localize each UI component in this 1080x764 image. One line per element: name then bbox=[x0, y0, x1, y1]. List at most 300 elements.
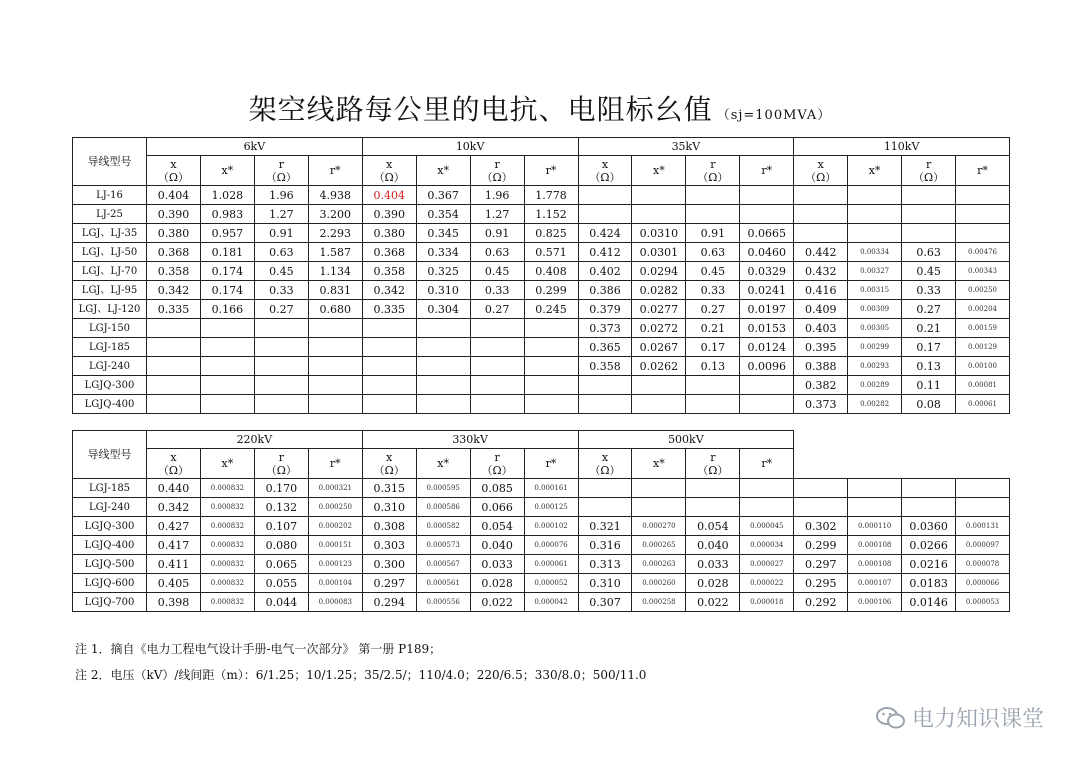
column-header bbox=[362, 449, 416, 479]
table-cell: 0.292 bbox=[794, 593, 848, 612]
table-cell: 0.27 bbox=[254, 300, 308, 319]
table-cell bbox=[686, 498, 740, 517]
column-symbol: x* bbox=[868, 164, 881, 177]
note-2: 注 2．电压（kV）/线间距（m）：6/1.25；10/1.25；35/2.5/；110/4.0；220/6.5；330/8.0；500/11.0 bbox=[75, 668, 647, 682]
table-cell: 0.080 bbox=[254, 536, 308, 555]
table-cell: 0.174 bbox=[200, 262, 254, 281]
column-unit: （Ω） bbox=[157, 170, 190, 184]
table-cell: 1.028 bbox=[200, 186, 254, 205]
table-cell: 0.310 bbox=[416, 281, 470, 300]
table-cell: 0.00476 bbox=[956, 243, 1010, 262]
table-cell: 0.342 bbox=[147, 498, 201, 517]
table-cell: 0.00289 bbox=[848, 376, 902, 395]
table-row bbox=[73, 574, 1010, 593]
column-symbol: r* bbox=[761, 457, 773, 470]
table-cell: 0.000161 bbox=[524, 479, 578, 498]
column-header bbox=[632, 449, 686, 479]
title-text: 架空线路每公里的电抗、电阻标幺值 bbox=[248, 93, 713, 126]
table-row bbox=[73, 555, 1010, 574]
table-cell: 0.000027 bbox=[740, 555, 794, 574]
column-header bbox=[848, 156, 902, 186]
column-header bbox=[254, 156, 308, 186]
table-cell: 0.299 bbox=[524, 281, 578, 300]
table-cell bbox=[308, 319, 362, 338]
table-cell bbox=[200, 395, 254, 414]
table-cell: 0.0241 bbox=[740, 281, 794, 300]
column-header bbox=[416, 449, 470, 479]
table-cell bbox=[902, 479, 956, 498]
table-cell bbox=[308, 338, 362, 357]
table-cell: 0.304 bbox=[416, 300, 470, 319]
table-cell: 0.000123 bbox=[308, 555, 362, 574]
conductor-model: LGJ、LJ-120 bbox=[73, 300, 147, 319]
table-cell bbox=[848, 498, 902, 517]
table-cell: 0.27 bbox=[902, 300, 956, 319]
table-cell: 0.299 bbox=[794, 536, 848, 555]
table-cell: 0.411 bbox=[147, 555, 201, 574]
table-cell: 0.0301 bbox=[632, 243, 686, 262]
table-cell: 0.63 bbox=[254, 243, 308, 262]
table-cell: 0.000270 bbox=[632, 517, 686, 536]
table-cell: 0.065 bbox=[254, 555, 308, 574]
table-cell: 0.358 bbox=[147, 262, 201, 281]
table-cell bbox=[254, 357, 308, 376]
column-header bbox=[578, 156, 632, 186]
column-symbol: x bbox=[601, 450, 609, 464]
table-cell: 0.386 bbox=[578, 281, 632, 300]
table-cell: 0.45 bbox=[686, 262, 740, 281]
table-cell: 0.000202 bbox=[308, 517, 362, 536]
table-cell bbox=[308, 376, 362, 395]
table-cell bbox=[147, 319, 201, 338]
table-cell: 0.085 bbox=[470, 479, 524, 498]
table-cell: 0.000832 bbox=[200, 574, 254, 593]
column-unit: （Ω） bbox=[373, 463, 405, 477]
table-cell: 0.033 bbox=[686, 555, 740, 574]
table-cell: 0.571 bbox=[524, 243, 578, 262]
table-cell bbox=[740, 479, 794, 498]
table-cell: 0.0216 bbox=[902, 555, 956, 574]
table-cell bbox=[524, 395, 578, 414]
column-unit: （Ω） bbox=[589, 170, 621, 184]
table-row bbox=[73, 338, 1010, 357]
table-cell: 0.368 bbox=[147, 243, 201, 262]
table-cell: 0.388 bbox=[794, 357, 848, 376]
conductor-model: LJ-16 bbox=[73, 186, 147, 205]
table-cell: 0.000586 bbox=[416, 498, 470, 517]
table-cell: 0.000258 bbox=[632, 593, 686, 612]
table-cell: 0.040 bbox=[686, 536, 740, 555]
column-symbol: r bbox=[278, 450, 284, 464]
table-cell: 0.335 bbox=[362, 300, 416, 319]
table-cell: 0.066 bbox=[470, 498, 524, 517]
table-cell: 0.417 bbox=[147, 536, 201, 555]
column-header bbox=[416, 156, 470, 186]
table-cell bbox=[416, 338, 470, 357]
table-cell bbox=[254, 395, 308, 414]
table-cell: 0.000582 bbox=[416, 517, 470, 536]
table-cell: 0.0267 bbox=[632, 338, 686, 357]
table-cell: 0.313 bbox=[578, 555, 632, 574]
table-cell bbox=[740, 186, 794, 205]
table-row bbox=[73, 186, 1010, 205]
table-cell bbox=[524, 376, 578, 395]
table-cell: 0.0294 bbox=[632, 262, 686, 281]
table-cell bbox=[956, 498, 1010, 517]
column-header bbox=[254, 449, 308, 479]
table-cell bbox=[794, 224, 848, 243]
table-cell: 0.00293 bbox=[848, 357, 902, 376]
conductor-model: LGJ、LJ-35 bbox=[73, 224, 147, 243]
conductor-model: LGJQ-400 bbox=[73, 536, 147, 555]
table-cell: 0.91 bbox=[686, 224, 740, 243]
table-cell bbox=[956, 479, 1010, 498]
table-cell: 1.587 bbox=[308, 243, 362, 262]
table-cell: 0.983 bbox=[200, 205, 254, 224]
table-cell bbox=[470, 395, 524, 414]
table-cell: 0.0146 bbox=[902, 593, 956, 612]
table-cell: 0.00327 bbox=[848, 262, 902, 281]
conductor-model: LJ-25 bbox=[73, 205, 147, 224]
table-cell: 0.300 bbox=[362, 555, 416, 574]
table-cell: 0.000108 bbox=[848, 536, 902, 555]
conductor-model: LGJ-185 bbox=[73, 338, 147, 357]
column-header bbox=[200, 156, 254, 186]
table-cell bbox=[794, 479, 848, 498]
table-cell: 0.0282 bbox=[632, 281, 686, 300]
wechat-icon bbox=[876, 706, 906, 730]
table-cell: 1.27 bbox=[470, 205, 524, 224]
table-row bbox=[73, 357, 1010, 376]
table-cell: 0.033 bbox=[470, 555, 524, 574]
table-cell: 0.0197 bbox=[740, 300, 794, 319]
column-header bbox=[470, 156, 524, 186]
table-cell: 0.044 bbox=[254, 593, 308, 612]
table-cell bbox=[848, 479, 902, 498]
table-cell: 0.181 bbox=[200, 243, 254, 262]
table-cell: 0.416 bbox=[794, 281, 848, 300]
column-symbol: r* bbox=[545, 164, 557, 177]
table-cell: 0.390 bbox=[147, 205, 201, 224]
column-unit: （Ω） bbox=[265, 463, 297, 477]
column-symbol: x* bbox=[221, 164, 234, 177]
table-cell: 0.0665 bbox=[740, 224, 794, 243]
table-cell: 1.134 bbox=[308, 262, 362, 281]
table-cell: 0.000045 bbox=[740, 517, 794, 536]
table-cell: 0.000108 bbox=[848, 555, 902, 574]
table-cell bbox=[200, 338, 254, 357]
table-cell: 0.13 bbox=[686, 357, 740, 376]
conductor-model: LGJ、LJ-95 bbox=[73, 281, 147, 300]
table-cell: 0.33 bbox=[470, 281, 524, 300]
table-cell: 1.27 bbox=[254, 205, 308, 224]
table-cell: 0.000106 bbox=[848, 593, 902, 612]
conductor-model: LGJQ-600 bbox=[73, 574, 147, 593]
table-cell: 0.000832 bbox=[200, 593, 254, 612]
table-cell: 0.27 bbox=[686, 300, 740, 319]
table-cell: 0.000110 bbox=[848, 517, 902, 536]
column-symbol: r bbox=[494, 450, 500, 464]
conductor-model: LGJ-240 bbox=[73, 498, 147, 517]
column-symbol: x* bbox=[437, 164, 450, 177]
table-cell: 0.380 bbox=[147, 224, 201, 243]
column-symbol: r* bbox=[545, 457, 557, 470]
voltage-group-header: 6kV bbox=[147, 138, 363, 156]
table-cell bbox=[686, 395, 740, 414]
conductor-model: LGJ-240 bbox=[73, 357, 147, 376]
table-cell: 0.000573 bbox=[416, 536, 470, 555]
table-cell: 0.107 bbox=[254, 517, 308, 536]
table-row bbox=[73, 536, 1010, 555]
table-cell bbox=[578, 498, 632, 517]
table-cell: 0.000125 bbox=[524, 498, 578, 517]
table-cell: 1.778 bbox=[524, 186, 578, 205]
table-cell bbox=[416, 395, 470, 414]
table-cell bbox=[686, 376, 740, 395]
table-cell bbox=[308, 357, 362, 376]
table-cell: 0.297 bbox=[794, 555, 848, 574]
table-cell: 0.358 bbox=[362, 262, 416, 281]
table-cell: 0.0153 bbox=[740, 319, 794, 338]
table-cell: 0.957 bbox=[200, 224, 254, 243]
column-symbol: r* bbox=[329, 457, 341, 470]
table-cell: 0.00250 bbox=[956, 281, 1010, 300]
table-cell: 0.000832 bbox=[200, 517, 254, 536]
column-symbol: x* bbox=[437, 457, 450, 470]
table-cell bbox=[956, 205, 1010, 224]
table-cell: 0.365 bbox=[578, 338, 632, 357]
watermark bbox=[876, 702, 1044, 733]
table-cell: 0.000832 bbox=[200, 536, 254, 555]
table-cell: 0.27 bbox=[470, 300, 524, 319]
table-cell: 0.63 bbox=[902, 243, 956, 262]
table-cell bbox=[416, 357, 470, 376]
table-cell: 0.382 bbox=[794, 376, 848, 395]
table-cell: 1.96 bbox=[470, 186, 524, 205]
table-row bbox=[73, 281, 1010, 300]
table-cell bbox=[147, 395, 201, 414]
table-cell: 0.63 bbox=[470, 243, 524, 262]
table-cell: 0.000034 bbox=[740, 536, 794, 555]
column-unit: （Ω） bbox=[157, 463, 190, 477]
column-symbol: r* bbox=[977, 164, 988, 177]
table-cell: 0.367 bbox=[416, 186, 470, 205]
table-cell: 0.33 bbox=[254, 281, 308, 300]
table-cell: 0.0096 bbox=[740, 357, 794, 376]
voltage-group-header: 35kV bbox=[578, 138, 794, 156]
table-cell: 0.21 bbox=[686, 319, 740, 338]
table-cell: 0.405 bbox=[147, 574, 201, 593]
column-header bbox=[632, 156, 686, 186]
table-row bbox=[73, 479, 1010, 498]
table-cell: 0.174 bbox=[200, 281, 254, 300]
table-cell: 0.00282 bbox=[848, 395, 902, 414]
note-1: 注 1．摘自《电力工程电气设计手册-电气一次部分》 第一册 P189； bbox=[75, 642, 442, 656]
table-cell: 0.442 bbox=[794, 243, 848, 262]
table-cell bbox=[686, 479, 740, 498]
table-cell: 0.000321 bbox=[308, 479, 362, 498]
column-symbol: r* bbox=[329, 164, 341, 177]
table-cell: 0.00100 bbox=[956, 357, 1010, 376]
table-cell bbox=[254, 319, 308, 338]
column-header bbox=[200, 449, 254, 479]
table-cell: 0.424 bbox=[578, 224, 632, 243]
table-cell bbox=[362, 338, 416, 357]
table-cell: 0.373 bbox=[578, 319, 632, 338]
table-cell: 0.316 bbox=[578, 536, 632, 555]
table-cell: 0.335 bbox=[147, 300, 201, 319]
table-cell: 0.0460 bbox=[740, 243, 794, 262]
table-cell bbox=[956, 224, 1010, 243]
column-header bbox=[308, 156, 362, 186]
table-cell: 0.91 bbox=[470, 224, 524, 243]
table-cell: 0.440 bbox=[147, 479, 201, 498]
conductor-model: LGJQ-400 bbox=[73, 395, 147, 414]
table-cell: 1.152 bbox=[524, 205, 578, 224]
table-cell: 0.000107 bbox=[848, 574, 902, 593]
table-cell bbox=[362, 319, 416, 338]
table-cell bbox=[902, 186, 956, 205]
table-cell: 4.938 bbox=[308, 186, 362, 205]
table-cell: 0.166 bbox=[200, 300, 254, 319]
table-cell: 0.33 bbox=[902, 281, 956, 300]
voltage-group-header: 110kV bbox=[794, 138, 1010, 156]
table-cell: 0.825 bbox=[524, 224, 578, 243]
table-cell: 0.000832 bbox=[200, 498, 254, 517]
column-symbol: x bbox=[601, 157, 609, 171]
table-cell bbox=[902, 224, 956, 243]
column-unit: （Ω） bbox=[265, 170, 297, 184]
column-header bbox=[362, 156, 416, 186]
column-header bbox=[740, 449, 794, 479]
table-cell bbox=[686, 186, 740, 205]
table-cell: 0.294 bbox=[362, 593, 416, 612]
column-unit: （Ω） bbox=[481, 463, 513, 477]
voltage-group-header: 10kV bbox=[362, 138, 578, 156]
table-cell: 0.022 bbox=[470, 593, 524, 612]
column-header bbox=[686, 449, 740, 479]
table-cell: 0.00309 bbox=[848, 300, 902, 319]
table-cell: 0.245 bbox=[524, 300, 578, 319]
table-cell: 0.427 bbox=[147, 517, 201, 536]
column-unit: （Ω） bbox=[697, 463, 729, 477]
table-cell: 0.000061 bbox=[524, 555, 578, 574]
column-symbol: x bbox=[170, 450, 177, 464]
table-cell: 0.380 bbox=[362, 224, 416, 243]
table-row bbox=[73, 517, 1010, 536]
table-cell bbox=[740, 395, 794, 414]
table-cell bbox=[578, 395, 632, 414]
table-cell: 0.022 bbox=[686, 593, 740, 612]
table-cell bbox=[578, 186, 632, 205]
table-cell: 0.403 bbox=[794, 319, 848, 338]
table-cell: 0.000263 bbox=[632, 555, 686, 574]
reactance-table-high-voltage bbox=[72, 430, 1010, 612]
table-cell: 0.000561 bbox=[416, 574, 470, 593]
column-symbol: r bbox=[710, 450, 716, 464]
table-cell: 0.00159 bbox=[956, 319, 1010, 338]
table-cell: 0.028 bbox=[470, 574, 524, 593]
table-row bbox=[73, 205, 1010, 224]
table-row bbox=[73, 498, 1010, 517]
model-header: 导线型号 bbox=[73, 431, 147, 479]
column-header bbox=[578, 449, 632, 479]
table-cell bbox=[794, 498, 848, 517]
table-cell bbox=[632, 376, 686, 395]
table-cell: 0.17 bbox=[686, 338, 740, 357]
table-cell: 0.345 bbox=[416, 224, 470, 243]
column-unit: （Ω） bbox=[481, 170, 513, 184]
table-cell bbox=[578, 205, 632, 224]
table-cell: 2.293 bbox=[308, 224, 362, 243]
voltage-group-header: 500kV bbox=[578, 431, 794, 449]
column-header bbox=[794, 156, 848, 186]
table-cell: 0.33 bbox=[686, 281, 740, 300]
table-cell: 0.17 bbox=[902, 338, 956, 357]
table-cell: 0.000595 bbox=[416, 479, 470, 498]
table-cell: 0.000250 bbox=[308, 498, 362, 517]
table-row bbox=[73, 300, 1010, 319]
table-cell: 0.000567 bbox=[416, 555, 470, 574]
table-cell: 0.0266 bbox=[902, 536, 956, 555]
table-cell: 0.000265 bbox=[632, 536, 686, 555]
table-cell bbox=[147, 357, 201, 376]
column-unit: （Ω） bbox=[805, 170, 837, 184]
table-cell: 0.408 bbox=[524, 262, 578, 281]
table-cell: 0.000022 bbox=[740, 574, 794, 593]
table-cell bbox=[578, 376, 632, 395]
table-cell: 0.00334 bbox=[848, 243, 902, 262]
table-cell: 0.302 bbox=[794, 517, 848, 536]
table-cell bbox=[794, 205, 848, 224]
table-cell: 0.170 bbox=[254, 479, 308, 498]
column-header bbox=[147, 156, 201, 186]
table-cell: 0.315 bbox=[362, 479, 416, 498]
table-cell bbox=[470, 319, 524, 338]
column-symbol: x bbox=[817, 157, 824, 171]
table-cell: 0.00305 bbox=[848, 319, 902, 338]
table-cell bbox=[200, 376, 254, 395]
table-cell bbox=[200, 319, 254, 338]
table-cell: 0.00061 bbox=[956, 395, 1010, 414]
table-cell: 0.0272 bbox=[632, 319, 686, 338]
table-cell bbox=[632, 205, 686, 224]
table-cell: 0.91 bbox=[254, 224, 308, 243]
table-cell bbox=[470, 376, 524, 395]
table-cell bbox=[524, 338, 578, 357]
table-cell: 0.334 bbox=[416, 243, 470, 262]
table-cell: 0.368 bbox=[362, 243, 416, 262]
table-cell bbox=[147, 376, 201, 395]
table-cell: 0.0360 bbox=[902, 517, 956, 536]
column-header bbox=[956, 156, 1010, 186]
table-cell: 0.000832 bbox=[200, 555, 254, 574]
table-cell bbox=[740, 498, 794, 517]
column-header bbox=[686, 156, 740, 186]
table-cell: 0.08 bbox=[902, 395, 956, 414]
table-cell: 0.0277 bbox=[632, 300, 686, 319]
table-cell bbox=[524, 357, 578, 376]
table-cell bbox=[686, 205, 740, 224]
voltage-group-header: 330kV bbox=[362, 431, 578, 449]
table-cell: 0.404 bbox=[147, 186, 201, 205]
table-cell bbox=[632, 395, 686, 414]
table-cell: 0.342 bbox=[147, 281, 201, 300]
column-symbol: r* bbox=[761, 164, 773, 177]
table-cell bbox=[902, 498, 956, 517]
table-cell: 0.0329 bbox=[740, 262, 794, 281]
table-cell bbox=[740, 376, 794, 395]
